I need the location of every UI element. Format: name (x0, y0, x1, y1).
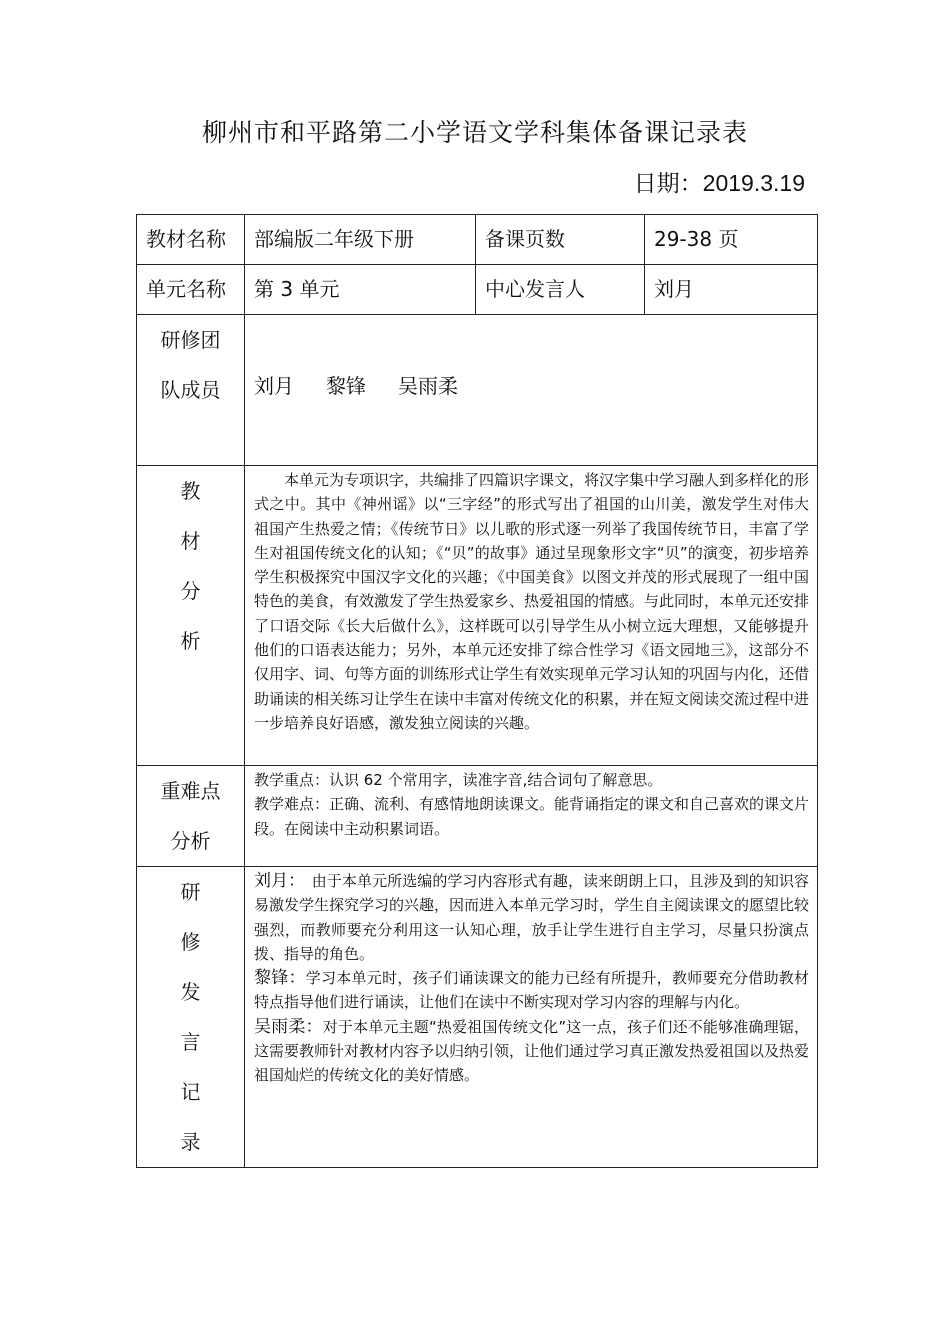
keypoint-row (137, 766, 818, 867)
record-content: 对于本单元主题“热爱祖国传统文化”这一点，孩子们还不能够准确理锯，这需要教师针对教材内容予以归纳引领，让他们通过学习真正激发热爱祖国以及热爱祖国灿烂的传统文化的美好情感。 (254, 1017, 810, 1085)
team-member: 刘月 (254, 374, 294, 398)
record-entry (254, 869, 809, 966)
unit-label: 单元名称 (146, 277, 226, 301)
document-title: 柳州市和平路第二小学语文学科集体备课记录表 (201, 118, 748, 147)
analysis-label-char: 材 (180, 529, 201, 553)
team-label (137, 315, 244, 415)
pages-value: 29-38 页 (654, 227, 739, 251)
keypoint-label-cell (137, 766, 245, 867)
analysis-label-char: 分 (180, 579, 201, 603)
textbook-label-cell (137, 215, 245, 265)
record-content: 学习本单元时，孩子们诵读课文的能力已经有所提升，教师要充分借助教材特点指导他们进行诵读，让他们在读中不断实现对学习内容的理解与内化。 (254, 969, 809, 1012)
unit-value: 第 3 单元 (254, 277, 340, 301)
analysis-row (137, 466, 818, 766)
record-row (137, 867, 818, 1168)
analysis-label (137, 466, 244, 666)
team-members-cell (245, 315, 818, 466)
keypoint-focus: 教学重点：认识 62 个常用字，读准字音,结合词句了解意思。 (254, 771, 663, 789)
record-speaker: 刘月： (254, 871, 297, 891)
lesson-prep-table (136, 214, 818, 1168)
date-label: 日期： (633, 171, 703, 197)
keypoint-difficulty: 教学难点：正确、流利、有感情地朗读课文。能背诵指定的课文和自己喜欢的课文片段。在阅读中主动积累词语。 (254, 795, 810, 838)
team-label-line2: 队成员 (160, 378, 221, 402)
keypoint-label-line2: 分析 (170, 829, 211, 853)
record-label-cell (137, 867, 245, 1168)
record-text (245, 867, 817, 1088)
analysis-label-char: 教 (180, 479, 201, 503)
team-label-line1: 研修团 (160, 328, 221, 352)
team-members (245, 315, 817, 411)
pages-label-cell (476, 215, 645, 265)
pages-label: 备课页数 (485, 227, 565, 251)
team-member: 黎锋 (326, 374, 366, 398)
date-value: 2019.3.19 (702, 170, 805, 196)
record-label (137, 867, 244, 1167)
analysis-text: 本单元为专项识字，共编排了四篇识字课文，将汉字集中学习融人到多样化的形式之中。其中《神州谣》以“三字经”的形式写出了祖国的山川美，激发学生对伟大祖国产生热爱之情；《传统节日》以儿歌的形式逐一列举了我国传统节日，丰富了学生对祖国传统文化的认知；《“贝”的故事》通过呈现象形文字“贝”的演变，初步培养学生积极探究中国汉字文化的兴趣；《中国美食》以图文并茂的形式展现了一组中国特色的美食，有效激发了学生热爱家乡、热爱祖国的情感。与此同时，本单元还安排了口语交际《长大后做什么》，这样既可以引导学生从小树立远大理想，又能够提升他们的口语表达能力；另外，本单元还安排了综合性学习《语文园地三》，这部分不仅用字、词、句等方面的训练形式让学生有效实现单元学习认知的巩固与内化，还借助诵读的相关练习让学生在读中丰富对传统文化的积累，并在短文阅读交流过程中进一步培养良好语感，激发独立阅读的兴趣。 (254, 471, 810, 732)
record-speaker: 黎锋： (254, 968, 306, 989)
speaker-value: 刘月 (654, 277, 694, 301)
record-entry (254, 1015, 809, 1088)
record-content: 由于本单元所选编的学习内容形式有趣，读来朗朗上口，且涉及到的知识容易激发学生探究学习的兴趣，因而进入本单元学习时，学生自主阅读课文的愿望比较强烈，而教师要充分利用这一认知心理，放手让学生进行自主学习，尽量只扮演点拨、指导的角色。 (254, 872, 810, 963)
record-speaker: 吴雨柔： (254, 1016, 323, 1037)
record-label-char: 记 (180, 1080, 201, 1104)
record-text-cell (245, 867, 818, 1168)
unit-label-cell (137, 265, 245, 315)
team-member: 吴雨柔 (398, 374, 458, 398)
pages-value-cell (645, 215, 818, 265)
textbook-value: 部编版二年级下册 (254, 227, 414, 251)
date-line (634, 164, 805, 203)
unit-row (137, 265, 818, 315)
speaker-value-cell (645, 265, 818, 315)
team-row (137, 315, 818, 466)
keypoint-text (245, 766, 817, 841)
speaker-label: 中心发言人 (485, 277, 585, 301)
keypoint-text-cell (245, 766, 818, 867)
record-entry (254, 966, 809, 1015)
textbook-value-cell (245, 215, 476, 265)
record-label-char: 修 (180, 930, 201, 954)
analysis-text-cell (245, 466, 818, 766)
analysis-label-cell (137, 466, 245, 766)
analysis-label-char: 析 (180, 629, 201, 653)
textbook-label: 教材名称 (146, 227, 226, 251)
keypoint-label (137, 766, 244, 866)
record-label-char: 研 (180, 880, 201, 904)
record-label-char: 发 (180, 980, 201, 1004)
unit-value-cell (245, 265, 476, 315)
record-label-char: 言 (180, 1030, 201, 1054)
speaker-label-cell (476, 265, 645, 315)
team-label-cell (137, 315, 245, 466)
keypoint-label-line1: 重难点 (160, 779, 221, 803)
record-label-char: 录 (180, 1130, 201, 1154)
textbook-row (137, 215, 818, 265)
